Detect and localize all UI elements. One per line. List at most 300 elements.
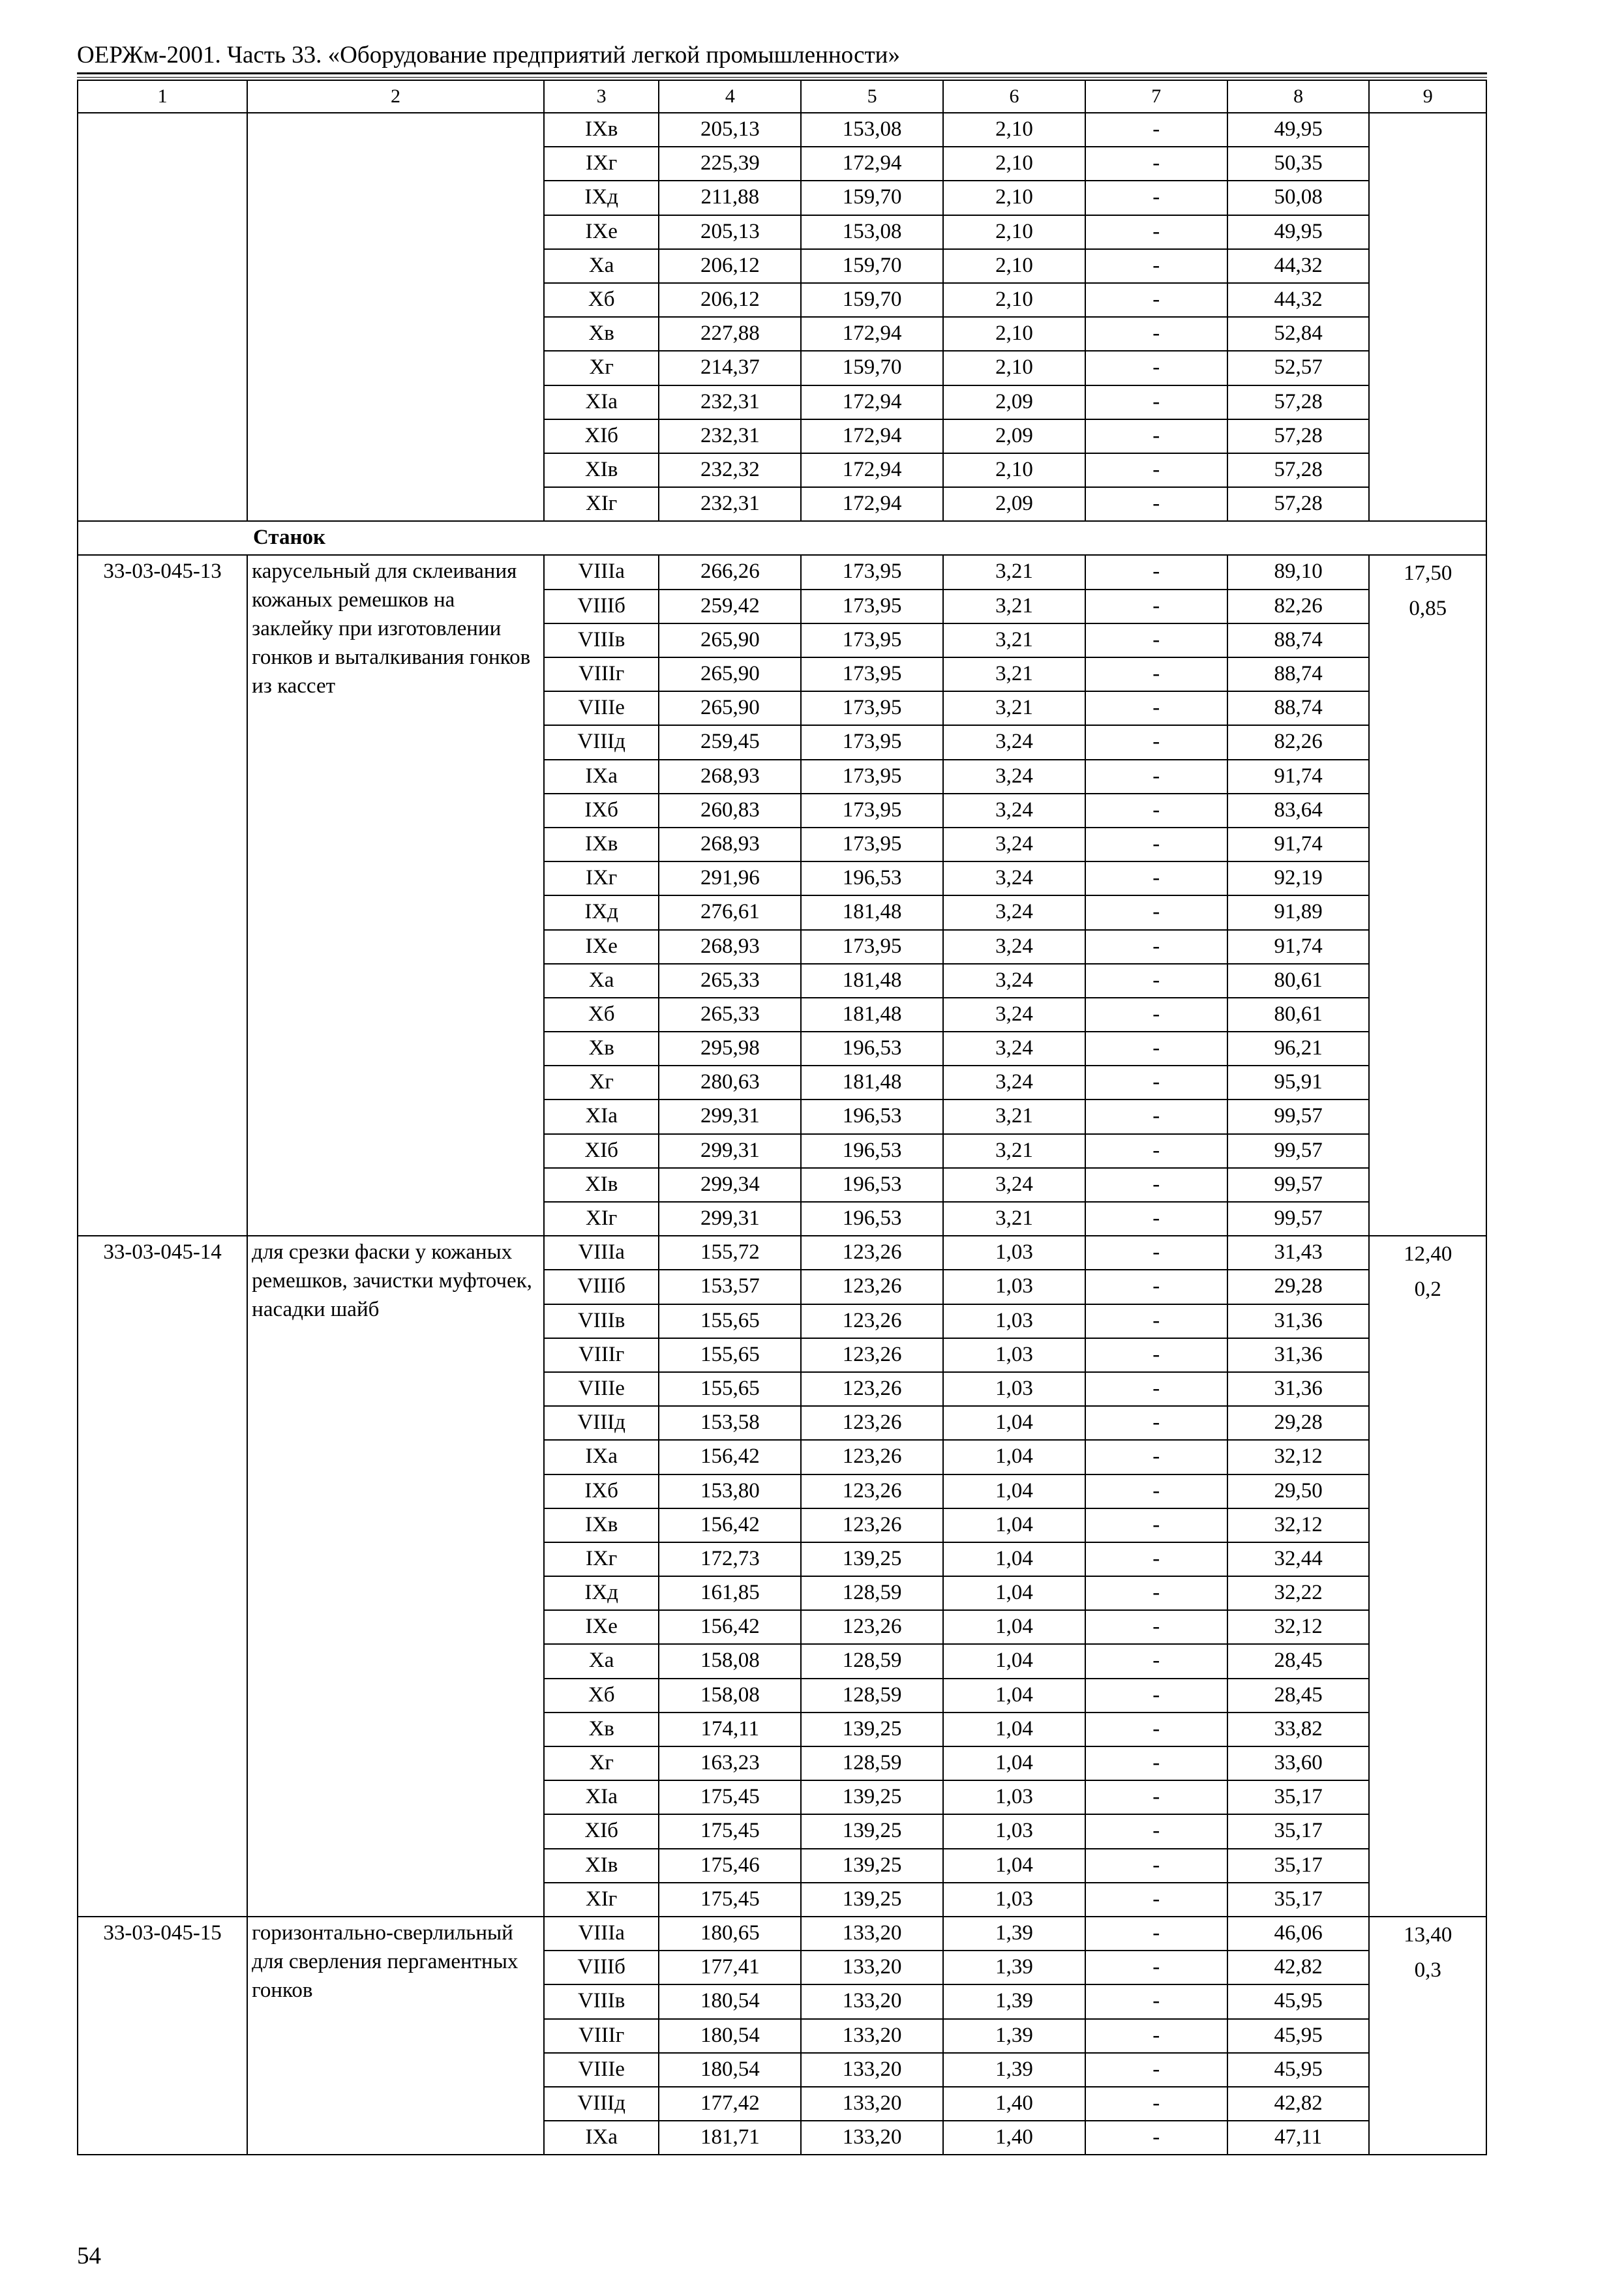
materials-cell: 31,36 (1227, 1338, 1370, 1372)
wages-cell: 123,26 (801, 1610, 943, 1644)
materials-cell: 47,11 (1227, 2121, 1370, 2155)
column-number: 7 (1085, 80, 1227, 113)
wages-cell: 123,26 (801, 1236, 943, 1270)
including-driver-wages-cell: - (1085, 828, 1227, 861)
direct-costs-cell: 175,45 (659, 1883, 801, 1917)
materials-cell: 96,21 (1227, 1032, 1370, 1066)
including-driver-wages-cell: - (1085, 691, 1227, 725)
price-zone-cell: VIIIе (544, 2053, 659, 2087)
direct-costs-cell: 205,13 (659, 215, 801, 249)
direct-costs-cell: 158,08 (659, 1644, 801, 1678)
machine-costs-cell: 3,21 (943, 555, 1085, 589)
price-zone-cell: IXв (544, 1508, 659, 1542)
wages-cell: 139,25 (801, 1883, 943, 1917)
including-driver-wages-cell: - (1085, 1780, 1227, 1814)
direct-costs-cell: 155,65 (659, 1304, 801, 1338)
direct-costs-cell: 280,63 (659, 1066, 801, 1100)
direct-costs-cell: 299,34 (659, 1168, 801, 1202)
machine-costs-cell: 2,10 (943, 181, 1085, 215)
price-zone-cell: XIб (544, 419, 659, 453)
wages-cell: 173,95 (801, 930, 943, 964)
section-row (78, 521, 1486, 555)
materials-cell: 57,28 (1227, 487, 1370, 521)
table-row (78, 555, 1486, 589)
including-driver-wages-cell: - (1085, 317, 1227, 351)
direct-costs-cell: 174,11 (659, 1713, 801, 1746)
direct-costs-cell: 211,88 (659, 181, 801, 215)
wages-cell: 159,70 (801, 351, 943, 385)
direct-costs-cell: 155,65 (659, 1372, 801, 1406)
price-zone-cell: VIIIд (544, 1406, 659, 1440)
price-zone-cell: VIIIв (544, 623, 659, 657)
operator-wage: 17,50 (1404, 561, 1452, 586)
materials-cell: 45,95 (1227, 1984, 1370, 2018)
materials-cell: 32,12 (1227, 1610, 1370, 1644)
materials-cell: 35,17 (1227, 1814, 1370, 1848)
wages-cell: 173,95 (801, 828, 943, 861)
wages-cell: 133,20 (801, 1984, 943, 2018)
operator-cell (1369, 113, 1486, 521)
price-zone-cell: VIIIа (544, 555, 659, 589)
materials-cell: 29,28 (1227, 1406, 1370, 1440)
including-driver-wages-cell: - (1085, 861, 1227, 895)
materials-cell: 91,74 (1227, 828, 1370, 861)
price-zone-cell: VIIIд (544, 725, 659, 759)
wages-cell: 123,26 (801, 1270, 943, 1304)
price-zone-cell: IXе (544, 1610, 659, 1644)
machine-costs-cell: 1,03 (943, 1780, 1085, 1814)
machine-costs-cell: 1,03 (943, 1236, 1085, 1270)
wages-cell: 173,95 (801, 760, 943, 794)
materials-cell: 32,44 (1227, 1542, 1370, 1576)
including-driver-wages-cell: - (1085, 1951, 1227, 1984)
including-driver-wages-cell: - (1085, 1713, 1227, 1746)
wages-cell: 133,20 (801, 2053, 943, 2087)
materials-cell: 46,06 (1227, 1917, 1370, 1951)
including-driver-wages-cell: - (1085, 2053, 1227, 2087)
materials-cell: 32,12 (1227, 1440, 1370, 1474)
including-driver-wages-cell: - (1085, 1372, 1227, 1406)
price-zone-cell: VIIIг (544, 2019, 659, 2053)
machine-costs-cell: 3,24 (943, 1168, 1085, 1202)
price-zone-cell: Xг (544, 1746, 659, 1780)
including-driver-wages-cell: - (1085, 1304, 1227, 1338)
wages-cell: 173,95 (801, 555, 943, 589)
materials-cell: 42,82 (1227, 1951, 1370, 1984)
machine-costs-cell: 3,24 (943, 1032, 1085, 1066)
direct-costs-cell: 156,42 (659, 1440, 801, 1474)
including-driver-wages-cell: - (1085, 385, 1227, 419)
including-driver-wages-cell: - (1085, 1644, 1227, 1678)
wages-cell: 172,94 (801, 147, 943, 181)
price-zone-cell: IXа (544, 1440, 659, 1474)
including-driver-wages-cell: - (1085, 1202, 1227, 1236)
price-zone-cell: XIб (544, 1814, 659, 1848)
column-number-row (78, 80, 1486, 113)
page-header: ОЕРЖм-2001. Часть 33. «Оборудование предприятий легкой промышленности» (77, 42, 900, 68)
price-zone-cell: VIIIв (544, 1984, 659, 2018)
materials-cell: 83,64 (1227, 794, 1370, 828)
materials-cell: 91,74 (1227, 760, 1370, 794)
machine-costs-cell: 2,09 (943, 385, 1085, 419)
machine-costs-cell: 1,39 (943, 1984, 1085, 2018)
machine-costs-cell: 1,04 (943, 1746, 1085, 1780)
machine-costs-cell: 2,10 (943, 113, 1085, 147)
materials-cell: 49,95 (1227, 215, 1370, 249)
column-number: 5 (801, 80, 943, 113)
operator-labor: 0,85 (1409, 597, 1447, 621)
machine-costs-cell: 1,39 (943, 1917, 1085, 1951)
price-zone-cell: VIIIе (544, 691, 659, 725)
wages-cell: 196,53 (801, 1168, 943, 1202)
direct-costs-cell: 265,33 (659, 998, 801, 1032)
code-cell: 33-03-045-15 (78, 1917, 247, 2155)
direct-costs-cell: 295,98 (659, 1032, 801, 1066)
code-cell: 33-03-045-14 (78, 1236, 247, 1917)
including-driver-wages-cell: - (1085, 1066, 1227, 1100)
direct-costs-cell: 232,31 (659, 385, 801, 419)
machine-costs-cell: 1,39 (943, 2053, 1085, 2087)
materials-cell: 82,26 (1227, 725, 1370, 759)
materials-cell: 99,57 (1227, 1100, 1370, 1133)
price-zone-cell: Xв (544, 1713, 659, 1746)
including-driver-wages-cell: - (1085, 1270, 1227, 1304)
price-zone-cell: XIг (544, 487, 659, 521)
including-driver-wages-cell: - (1085, 1406, 1227, 1440)
machine-costs-cell: 1,04 (943, 1610, 1085, 1644)
machine-costs-cell: 3,24 (943, 725, 1085, 759)
machine-costs-cell: 1,39 (943, 1951, 1085, 1984)
wages-cell: 173,95 (801, 657, 943, 691)
price-zone-cell: Xб (544, 998, 659, 1032)
materials-cell: 57,28 (1227, 453, 1370, 487)
operator-labor: 0,2 (1414, 1278, 1441, 1302)
price-zone-cell: XIв (544, 1849, 659, 1883)
machine-costs-cell: 3,21 (943, 691, 1085, 725)
materials-cell: 57,28 (1227, 419, 1370, 453)
direct-costs-cell: 232,32 (659, 453, 801, 487)
direct-costs-cell: 214,37 (659, 351, 801, 385)
direct-costs-cell: 206,12 (659, 283, 801, 317)
including-driver-wages-cell: - (1085, 1032, 1227, 1066)
including-driver-wages-cell: - (1085, 1508, 1227, 1542)
direct-costs-cell: 180,54 (659, 2019, 801, 2053)
materials-cell: 35,17 (1227, 1849, 1370, 1883)
direct-costs-cell: 153,57 (659, 1270, 801, 1304)
price-zone-cell: VIIIа (544, 1236, 659, 1270)
price-zone-cell: VIIIб (544, 1951, 659, 1984)
price-zone-cell: VIIIб (544, 590, 659, 623)
machine-costs-cell: 1,04 (943, 1508, 1085, 1542)
wages-cell: 172,94 (801, 385, 943, 419)
direct-costs-cell: 158,08 (659, 1679, 801, 1713)
operator-cell (1369, 1236, 1486, 1917)
including-driver-wages-cell: - (1085, 1746, 1227, 1780)
materials-cell: 45,95 (1227, 2019, 1370, 2053)
column-number: 4 (659, 80, 801, 113)
direct-costs-cell: 175,45 (659, 1814, 801, 1848)
machine-costs-cell: 2,10 (943, 453, 1085, 487)
price-zone-cell: IXа (544, 760, 659, 794)
machine-costs-cell: 2,10 (943, 351, 1085, 385)
price-zone-cell: XIв (544, 453, 659, 487)
price-zone-cell: Xг (544, 1066, 659, 1100)
materials-cell: 45,95 (1227, 2053, 1370, 2087)
wages-cell: 181,48 (801, 998, 943, 1032)
wages-cell: 196,53 (801, 1134, 943, 1168)
machine-costs-cell: 3,21 (943, 1202, 1085, 1236)
materials-cell: 42,82 (1227, 2087, 1370, 2121)
price-zone-cell: XIг (544, 1202, 659, 1236)
price-zone-cell: Xб (544, 1679, 659, 1713)
machine-costs-cell: 2,09 (943, 487, 1085, 521)
machine-costs-cell: 3,24 (943, 998, 1085, 1032)
including-driver-wages-cell: - (1085, 964, 1227, 998)
including-driver-wages-cell: - (1085, 1168, 1227, 1202)
wages-cell: 181,48 (801, 895, 943, 929)
including-driver-wages-cell: - (1085, 1984, 1227, 2018)
materials-cell: 88,74 (1227, 657, 1370, 691)
wages-cell: 139,25 (801, 1849, 943, 1883)
including-driver-wages-cell: - (1085, 1849, 1227, 1883)
including-driver-wages-cell: - (1085, 2019, 1227, 2053)
including-driver-wages-cell: - (1085, 1576, 1227, 1610)
price-zone-cell: VIIIг (544, 657, 659, 691)
materials-cell: 33,82 (1227, 1713, 1370, 1746)
wages-cell: 173,95 (801, 725, 943, 759)
including-driver-wages-cell: - (1085, 1883, 1227, 1917)
machine-costs-cell: 2,10 (943, 317, 1085, 351)
wages-cell: 133,20 (801, 1951, 943, 1984)
materials-cell: 95,91 (1227, 1066, 1370, 1100)
including-driver-wages-cell: - (1085, 1440, 1227, 1474)
materials-cell: 50,08 (1227, 181, 1370, 215)
materials-cell: 44,32 (1227, 283, 1370, 317)
including-driver-wages-cell: - (1085, 181, 1227, 215)
page-number: 54 (77, 2243, 101, 2269)
materials-cell: 99,57 (1227, 1202, 1370, 1236)
wages-cell: 123,26 (801, 1474, 943, 1508)
table-row (78, 1917, 1486, 1951)
including-driver-wages-cell: - (1085, 760, 1227, 794)
materials-cell: 99,57 (1227, 1134, 1370, 1168)
materials-cell: 88,74 (1227, 623, 1370, 657)
materials-cell: 29,28 (1227, 1270, 1370, 1304)
price-zone-cell: IXв (544, 828, 659, 861)
column-number: 3 (544, 80, 659, 113)
machine-costs-cell: 2,10 (943, 147, 1085, 181)
materials-cell: 91,74 (1227, 930, 1370, 964)
direct-costs-cell: 260,83 (659, 794, 801, 828)
direct-costs-cell: 163,23 (659, 1746, 801, 1780)
wages-cell: 172,94 (801, 317, 943, 351)
wages-cell: 133,20 (801, 2121, 943, 2155)
direct-costs-cell: 155,65 (659, 1338, 801, 1372)
direct-costs-cell: 153,80 (659, 1474, 801, 1508)
direct-costs-cell: 180,65 (659, 1917, 801, 1951)
price-zone-cell: IXг (544, 147, 659, 181)
machine-costs-cell: 1,03 (943, 1883, 1085, 1917)
direct-costs-cell: 291,96 (659, 861, 801, 895)
direct-costs-cell: 265,90 (659, 623, 801, 657)
materials-cell: 33,60 (1227, 1746, 1370, 1780)
price-zone-cell: XIб (544, 1134, 659, 1168)
price-zone-cell: XIа (544, 1780, 659, 1814)
price-zone-cell: IXд (544, 895, 659, 929)
including-driver-wages-cell: - (1085, 623, 1227, 657)
machine-costs-cell: 2,10 (943, 215, 1085, 249)
wages-cell: 159,70 (801, 181, 943, 215)
wages-cell: 139,25 (801, 1780, 943, 1814)
price-zone-cell: IXг (544, 1542, 659, 1576)
including-driver-wages-cell: - (1085, 998, 1227, 1032)
machine-costs-cell: 1,04 (943, 1679, 1085, 1713)
direct-costs-cell: 268,93 (659, 760, 801, 794)
price-zone-cell: IXв (544, 113, 659, 147)
direct-costs-cell: 156,42 (659, 1508, 801, 1542)
header-rule (77, 72, 1487, 74)
machine-costs-cell: 3,21 (943, 1134, 1085, 1168)
machine-costs-cell: 2,10 (943, 283, 1085, 317)
wages-cell: 133,20 (801, 2019, 943, 2053)
price-zone-cell: VIIIе (544, 1372, 659, 1406)
materials-cell: 99,57 (1227, 1168, 1370, 1202)
price-zone-cell: VIIIд (544, 2087, 659, 2121)
price-zone-cell: Xг (544, 351, 659, 385)
wages-cell: 173,95 (801, 794, 943, 828)
wages-cell: 153,08 (801, 215, 943, 249)
direct-costs-cell: 259,42 (659, 590, 801, 623)
machine-costs-cell: 3,24 (943, 964, 1085, 998)
wages-cell: 196,53 (801, 1202, 943, 1236)
wages-cell: 128,59 (801, 1679, 943, 1713)
direct-costs-cell: 225,39 (659, 147, 801, 181)
including-driver-wages-cell: - (1085, 1542, 1227, 1576)
wages-cell: 123,26 (801, 1406, 943, 1440)
machine-costs-cell: 1,03 (943, 1304, 1085, 1338)
including-driver-wages-cell: - (1085, 113, 1227, 147)
price-zone-cell: Xв (544, 1032, 659, 1066)
including-driver-wages-cell: - (1085, 657, 1227, 691)
code-cell (78, 113, 247, 521)
machine-costs-cell: 3,24 (943, 861, 1085, 895)
direct-costs-cell: 175,46 (659, 1849, 801, 1883)
price-zone-cell: IXд (544, 181, 659, 215)
description-cell (247, 113, 544, 521)
direct-costs-cell: 177,42 (659, 2087, 801, 2121)
table-row (78, 1236, 1486, 1270)
table-row (78, 113, 1486, 147)
price-zone-cell: XIа (544, 1100, 659, 1133)
materials-cell: 29,50 (1227, 1474, 1370, 1508)
machine-costs-cell: 1,04 (943, 1849, 1085, 1883)
direct-costs-cell: 161,85 (659, 1576, 801, 1610)
machine-costs-cell: 3,21 (943, 623, 1085, 657)
direct-costs-cell: 265,90 (659, 657, 801, 691)
including-driver-wages-cell: - (1085, 555, 1227, 589)
machine-costs-cell: 3,24 (943, 1066, 1085, 1100)
direct-costs-cell: 266,26 (659, 555, 801, 589)
materials-cell: 35,17 (1227, 1883, 1370, 1917)
machine-costs-cell: 3,24 (943, 794, 1085, 828)
including-driver-wages-cell: - (1085, 1474, 1227, 1508)
materials-cell: 49,95 (1227, 113, 1370, 147)
materials-cell: 89,10 (1227, 555, 1370, 589)
materials-cell: 52,57 (1227, 351, 1370, 385)
including-driver-wages-cell: - (1085, 249, 1227, 283)
operator-wage: 12,40 (1404, 1242, 1452, 1266)
column-number: 9 (1369, 80, 1486, 113)
materials-cell: 35,17 (1227, 1780, 1370, 1814)
description-cell: для срезки фаски у кожаных ремешков, зачистки муфточек, насадки шайб (247, 1236, 544, 1917)
operator-cell (1369, 1917, 1486, 2155)
materials-cell: 32,22 (1227, 1576, 1370, 1610)
wages-cell: 139,25 (801, 1713, 943, 1746)
machine-costs-cell: 3,21 (943, 1100, 1085, 1133)
direct-costs-cell: 172,73 (659, 1542, 801, 1576)
including-driver-wages-cell: - (1085, 453, 1227, 487)
machine-costs-cell: 3,24 (943, 930, 1085, 964)
including-driver-wages-cell: - (1085, 147, 1227, 181)
column-number: 8 (1227, 80, 1370, 113)
direct-costs-cell: 205,13 (659, 113, 801, 147)
direct-costs-cell: 276,61 (659, 895, 801, 929)
machine-costs-cell: 3,21 (943, 657, 1085, 691)
including-driver-wages-cell: - (1085, 1134, 1227, 1168)
materials-cell: 44,32 (1227, 249, 1370, 283)
including-driver-wages-cell: - (1085, 487, 1227, 521)
section-title: Станок (78, 521, 1486, 555)
wages-cell: 123,26 (801, 1440, 943, 1474)
direct-costs-cell: 299,31 (659, 1202, 801, 1236)
materials-cell: 82,26 (1227, 590, 1370, 623)
price-zone-cell: IXе (544, 930, 659, 964)
materials-cell: 57,28 (1227, 385, 1370, 419)
price-zone-cell: Xа (544, 964, 659, 998)
including-driver-wages-cell: - (1085, 1679, 1227, 1713)
wages-cell: 139,25 (801, 1542, 943, 1576)
including-driver-wages-cell: - (1085, 1917, 1227, 1951)
wages-cell: 159,70 (801, 283, 943, 317)
machine-costs-cell: 3,24 (943, 895, 1085, 929)
including-driver-wages-cell: - (1085, 215, 1227, 249)
direct-costs-cell: 206,12 (659, 249, 801, 283)
wages-cell: 123,26 (801, 1304, 943, 1338)
price-zone-cell: Xа (544, 1644, 659, 1678)
price-zone-cell: IXе (544, 215, 659, 249)
direct-costs-cell: 180,54 (659, 1984, 801, 2018)
direct-costs-cell: 299,31 (659, 1134, 801, 1168)
direct-costs-cell: 259,45 (659, 725, 801, 759)
including-driver-wages-cell: - (1085, 725, 1227, 759)
including-driver-wages-cell: - (1085, 1814, 1227, 1848)
price-zone-cell: XIа (544, 385, 659, 419)
direct-costs-cell: 177,41 (659, 1951, 801, 1984)
machine-costs-cell: 1,03 (943, 1814, 1085, 1848)
materials-cell: 28,45 (1227, 1644, 1370, 1678)
price-zone-cell: Xв (544, 317, 659, 351)
direct-costs-cell: 156,42 (659, 1610, 801, 1644)
materials-cell: 80,61 (1227, 998, 1370, 1032)
including-driver-wages-cell: - (1085, 283, 1227, 317)
wages-cell: 133,20 (801, 2087, 943, 2121)
operator-cell (1369, 555, 1486, 1236)
wages-cell: 139,25 (801, 1814, 943, 1848)
description-cell: горизонтально-сверлильный для сверления пергаментных гонков (247, 1917, 544, 2155)
price-zone-cell: XIг (544, 1883, 659, 1917)
machine-costs-cell: 1,04 (943, 1542, 1085, 1576)
column-number: 1 (78, 80, 247, 113)
